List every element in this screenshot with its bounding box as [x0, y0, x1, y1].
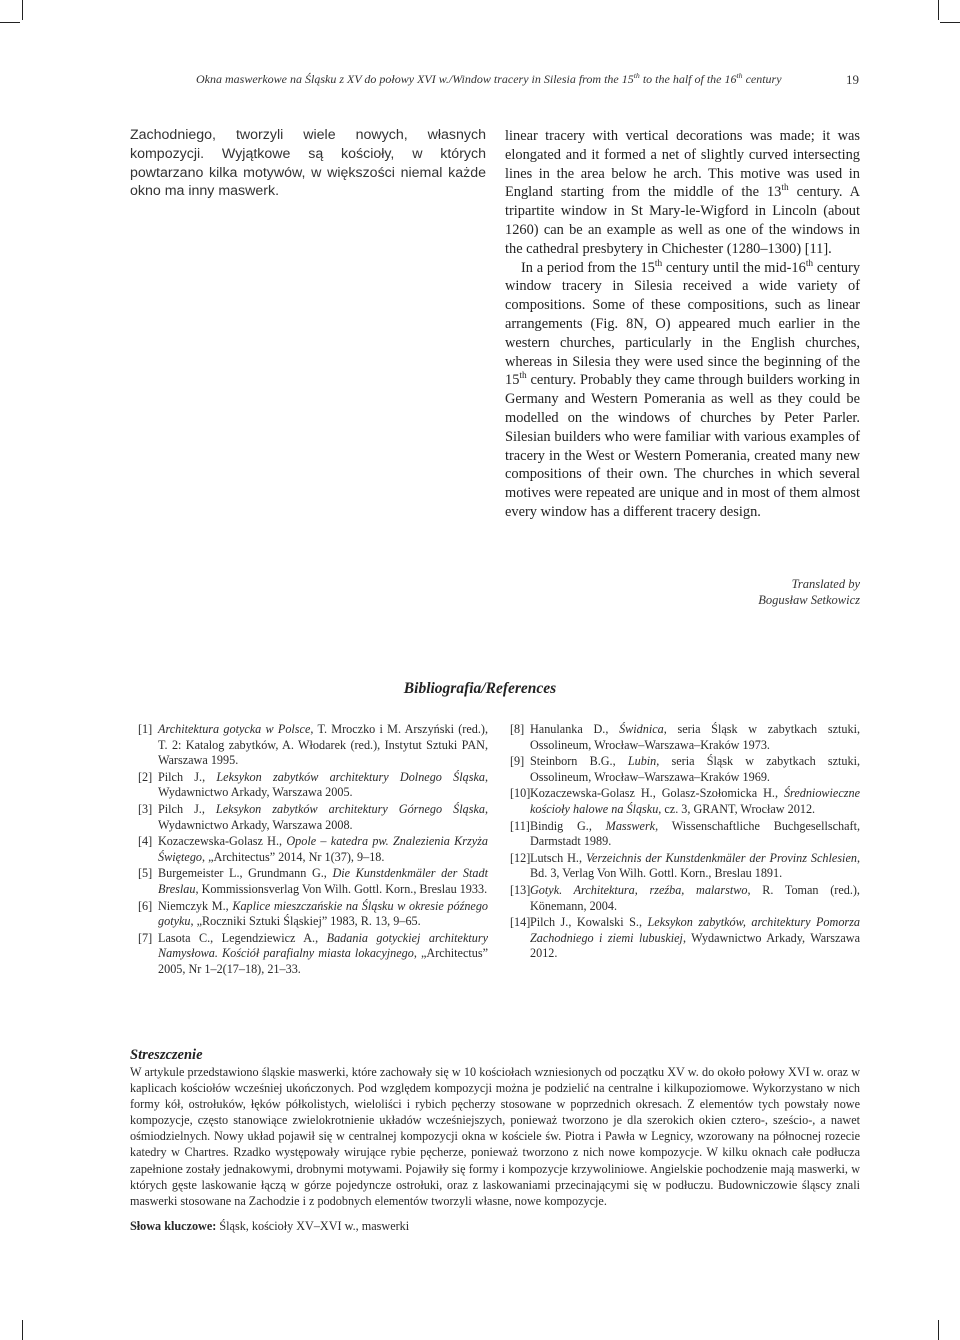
reference-title: Gotyk. Architektura, rzeźba, malarstwo	[530, 882, 748, 897]
running-header-text: Okna maswerkowe na Śląsku z XV do połowy XVI w./Window tracery in Silesia from the 15th to the half of the 16th century	[196, 71, 782, 86]
english-paragraph-1: linear tracery with vertical decorations was made; it was elongated and it formed a net of slightly curved intersecting lines in the area below he arch. This motive was used in England starting from the middle of the 13th century. A tripartite window in St Mary-le-Wigford in Lincoln (about 1260) can be an example as well as one of the windows in the cathedral presbytery in Chichester (1280–1300) [11].	[505, 128, 860, 257]
reference-number: [4]	[138, 834, 153, 849]
reference-author: Bindig G.,	[530, 818, 606, 833]
reference-title: Die Kunstdenkmäler der Stadt Breslau	[158, 866, 488, 896]
reference-title: Leksykon zabytków architektury Dolnego Śląska	[216, 769, 485, 784]
reference-number: [13]	[510, 882, 531, 897]
reference-details: , „Roczniki Sztuki Śląskiej” 1983, R. 13, 9–65.	[190, 914, 421, 929]
crop-mark-top-left-h	[0, 22, 20, 23]
reference-title: Świdnica	[619, 722, 664, 736]
bibliography-title: Bibliografia/References	[403, 680, 557, 697]
reference-author: Pilch J.,	[158, 801, 216, 816]
reference-item	[510, 915, 860, 962]
reference-title: Kaplice mieszczańskie na Śląsku w okresie późnego gotyku	[158, 898, 489, 929]
reference-details: , Wydawnictwo Arkady, Warszawa 2008.	[158, 801, 488, 832]
reference-title: Badania gotyckiej architektury Namysłowa. Kościół parafialny miasta lokacyjnego	[158, 930, 488, 961]
reference-details: , Kommissionsverlag Von Wilh. Gottl. Korn., Breslau 1933.	[195, 881, 488, 896]
reference-number: [8]	[510, 722, 525, 736]
reference-details: , Bd. 3, Verlag Von Wilh. Gottl. Korn., Breslau 1891.	[530, 850, 860, 881]
reference-item	[510, 722, 860, 753]
reference-number: [1]	[138, 722, 153, 736]
reference-item	[138, 802, 488, 833]
english-paragraph-2: In a period from the 15th century until the mid-16th century window tracery in Silesia received a wide variety of compositions. Some of these compositions, such as linear arrangements (Fig. 8N, O) appeared much earlier in the western churches, particularly in the English churches, whereas in Silesia they were used since the beginning of the 15th century. Probably they came through builders working in Germany and Western Pomerania as well as they could be modelled on the windows of churches by Peter Parler. Silesian builders who were familiar with various examples of tracery in the West or Western Pomerania, created many new compositions of their own. The churches in which several motives were repeated are unique and in most of them almost every window has a different tracery design.	[505, 258, 861, 520]
reference-item	[510, 851, 860, 882]
reference-item	[510, 819, 860, 850]
running-header	[0, 72, 960, 92]
reference-item	[510, 883, 860, 914]
reference-title: Średniowieczne kościoły halowe na Śląsku	[530, 786, 860, 816]
reference-item	[510, 786, 860, 817]
reference-item	[138, 834, 488, 865]
reference-title: Opole – katedra pw. Znalezienia Krzyża Świętego	[158, 834, 488, 864]
references-right-column	[510, 722, 860, 963]
reference-details: , R. Toman (red.), Könemann, 2004.	[530, 882, 860, 913]
reference-title: Verzeichnis der Kunstdenkmäler der Provinz Schlesien	[585, 850, 857, 865]
crop-mark-top-left-v	[22, 0, 23, 20]
reference-number: [5]	[138, 866, 153, 881]
summary-section	[130, 1046, 860, 1209]
summary-title: Streszczenie	[130, 1047, 203, 1063]
reference-details: , cz. 3, GRANT, Wrocław 2012.	[658, 801, 816, 816]
summary-text: W artykule przedstawiono śląskie maswerki, które zachowały się w 10 kościołach wzniesionych od początku XV w. do około połowy XVI w. oraz w kaplicach kościołów wcześniej ukończonych. Pod względem kompozycji można je podzielić na centralne i kilkupoziomowe. Wykorzystano w nich formy kół, ostrołuków, łęków półkolistych, wieloliści i rybich pęcherzy stosowane w poprzednich okresach. Z elementów tych powstały nowe kompozycje, często stanowiące zwielokrotnienie układów wcześniejszych, ponieważ tworzono je dla szerokich okien cztero-, sześcio-, a nawet ośmiodzielnych. Nowy układ pojawił się w centralnej kompozycji okna w kościele św. Piotra i Pawła w Legnicy, wzorowany na północnej rozecie katedry w Chartres. Rzadko występowały wirujące rybie pęcherze, ponieważ tworzono z nich nowe kompozycje. W kilku oknach całe podłucza zapełnione zostały jednakowymi, drobnymi motywami. Pojawiły się formy i kompozycje krzywoliniowe. Angielskie pochodzenie mają maswerki, w których gęste laskowanie łączą w górze pojedyncze ostrołuki, oraz z laskowaniami przecinającymi się w podłuczu. Budowniczowie śląscy znali maswerki stosowane na Zachodzie i z podobnych elementów tworzyli własne, nowe kompozycje.	[130, 1065, 860, 1208]
keywords-label: Słowa kluczowe:	[130, 1219, 217, 1233]
polish-paragraph: Zachodniego, tworzyli wiele nowych, własnych kompozycji. Wyjątkowe są kościoły, w których powtarzano kilka motywów, w większości niemal każde okno ma inny maswerk.	[130, 127, 486, 200]
reference-details: , Wydawnictwo Arkady, Warszawa 2012.	[530, 930, 860, 961]
reference-number: [14]	[510, 915, 531, 930]
reference-details: , Wissenschaftliche Buchgesellschaft, Darmstadt 1989.	[530, 818, 860, 849]
english-column	[505, 127, 860, 522]
reference-details: , Wydawnictwo Arkady, Warszawa 2005.	[158, 769, 488, 800]
reference-item	[138, 931, 488, 978]
reference-author: Burgemeister L., Grundmann G.,	[158, 866, 333, 881]
crop-mark-top-right-h	[940, 22, 960, 23]
reference-author: Steinborn B.G.,	[530, 754, 628, 769]
reference-number: [7]	[138, 930, 153, 945]
crop-mark-bottom-left-v	[22, 1320, 23, 1340]
translator-name: Bogusław Setkowicz	[758, 593, 860, 607]
reference-item	[510, 754, 860, 785]
page-number: 19	[846, 72, 859, 87]
translator-credit	[758, 576, 860, 608]
reference-author: Lasota C., Legendziewicz A.,	[158, 930, 327, 945]
reference-author: Niemczyk M.,	[158, 898, 233, 913]
reference-item	[138, 866, 488, 897]
reference-author: Pilch J.,	[158, 769, 217, 784]
reference-item	[138, 770, 488, 801]
translated-by-label: Translated by	[791, 577, 860, 591]
reference-item	[138, 899, 488, 930]
keywords-value: Śląsk, kościoły XV–XVI w., maswerki	[216, 1219, 410, 1233]
polish-column	[130, 126, 486, 201]
reference-title: Leksykon zabytków architektury Górnego Śląska	[215, 801, 485, 816]
reference-number: [10]	[510, 786, 531, 801]
reference-author: Hanulanka D.,	[530, 722, 620, 736]
crop-mark-bottom-right-v	[938, 1320, 939, 1340]
reference-number: [6]	[138, 898, 153, 913]
reference-author: Kozaczewska-Golasz H.,	[158, 834, 287, 849]
reference-author: Kozaczewska-Golasz H., Golasz-Szołomicka H.,	[530, 786, 784, 801]
reference-author: Pilch J., Kowalski S.,	[530, 915, 648, 930]
keywords-line	[130, 1219, 409, 1234]
reference-number: [3]	[138, 801, 153, 816]
reference-details: , „Architectus” 2014, Nr 1(37), 9–18.	[202, 849, 385, 864]
reference-number: [9]	[510, 754, 525, 769]
reference-details: , seria Śląsk w zabytkach sztuki, Ossolineum, Wrocław–Warszawa–Kraków 1973.	[530, 722, 860, 752]
reference-details: , seria Śląsk w zabytkach sztuki, Ossolineum, Wrocław–Warszawa–Kraków 1969.	[530, 754, 860, 784]
reference-item	[138, 722, 488, 769]
reference-number: [12]	[510, 850, 531, 865]
crop-mark-top-right-v	[938, 0, 939, 20]
reference-number: [2]	[138, 769, 153, 784]
reference-title: Masswerk	[605, 818, 656, 833]
reference-title: Architektura gotycka w Polsce	[158, 722, 311, 736]
reference-details: , T. Mroczko i M. Arszyński (red.), T. 2: Katalog zabytków, A. Włodarek (red.), Instytut Sztuki PAN, Warszawa 1995.	[158, 722, 489, 768]
reference-number: [11]	[510, 818, 530, 833]
references-left-column	[138, 722, 488, 979]
reference-author: Lutsch H.,	[530, 850, 586, 865]
reference-details: , „Architectus” 2005, Nr 1–2(17–18), 21–33.	[158, 946, 488, 976]
reference-title: Lubin	[627, 754, 657, 769]
reference-title: Leksykon zabytków, architektury Pomorza Zachodniego i ziemi lubuskiej	[530, 915, 861, 945]
